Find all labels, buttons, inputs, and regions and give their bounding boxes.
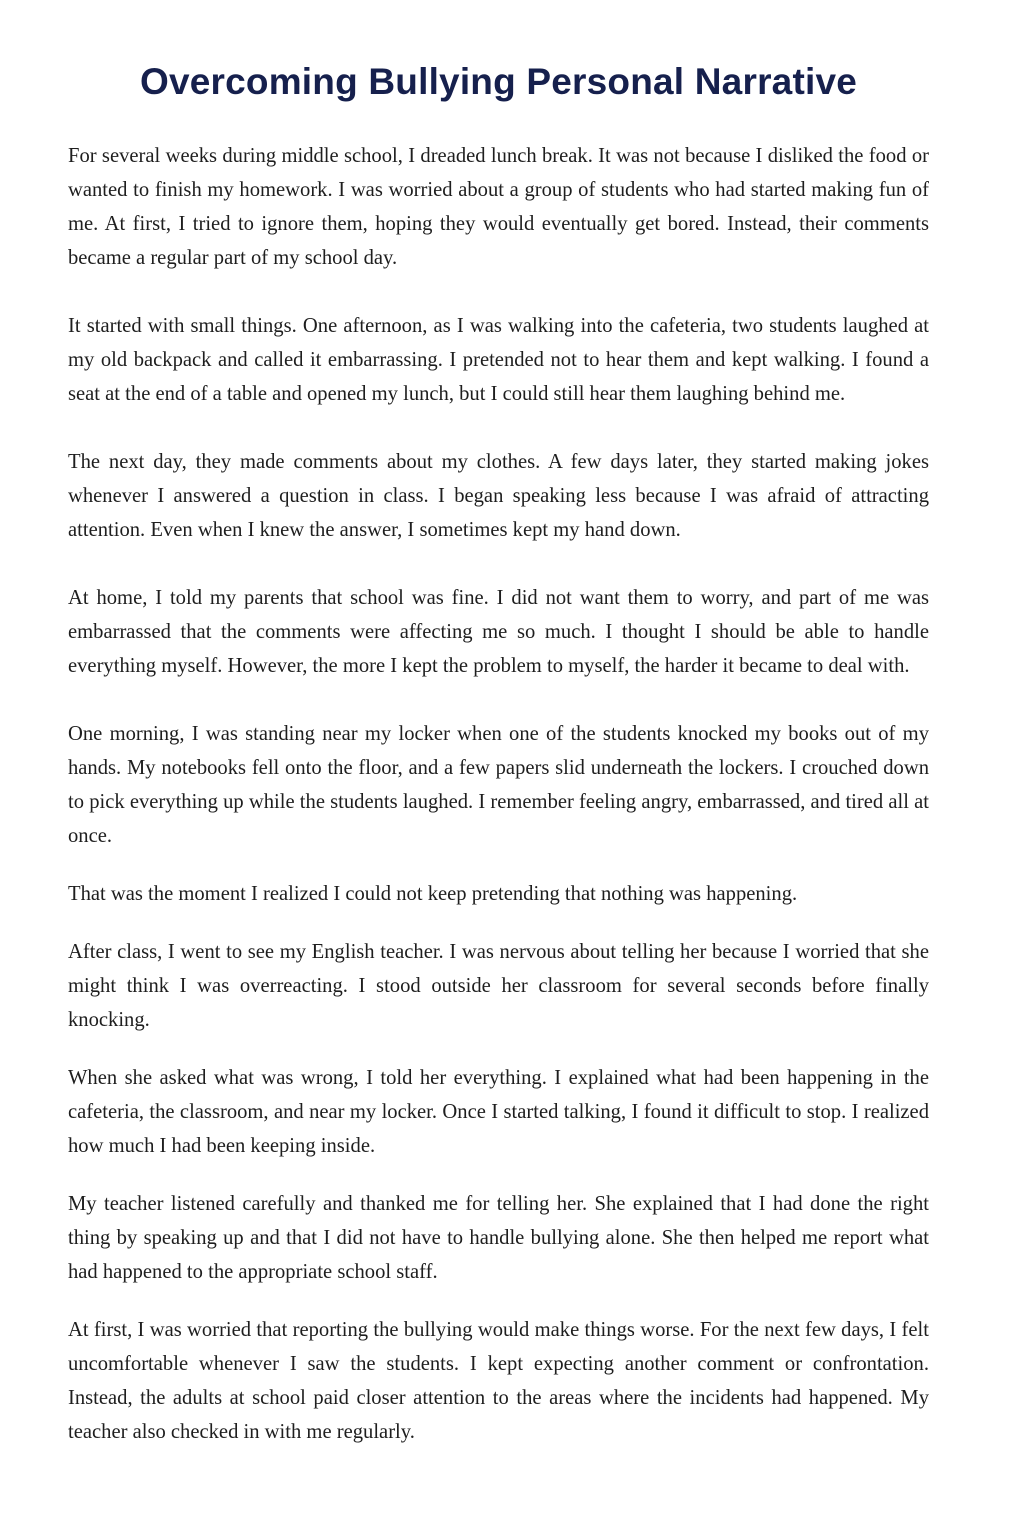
paragraph-8: When she asked what was wrong, I told her everything. I explained what had been happening in the cafeteria, the classroom, and near my locker. Once I started talking, I found it difficult to stop. I realized how much I had been keeping inside. (68, 1067, 929, 1157)
paragraph-5: One morning, I was standing near my locker when one of the students knocked my books out of my hands. My notebooks fell onto the floor, and a few papers slid underneath the lockers. I crouched down to pick everything up while the students laughed. I remember feeling angry, embarrassed, and tired all at once. (68, 723, 929, 847)
paragraph-7: After class, I went to see my English teacher. I was nervous about telling her because I worried that she might think I was overreacting. I stood outside her classroom for several seconds before finally knocking. (68, 941, 929, 1031)
paragraph-2: It started with small things. One afternoon, as I was walking into the cafeteria, two students laughed at my old backpack and called it embarrassing. I pretended not to hear them and kept walking. I found a seat at the end of a table and opened my lunch, but I could still hear them laughing behind me. (68, 315, 929, 405)
paragraph-6: That was the moment I realized I could not keep pretending that nothing was happening. (68, 883, 798, 905)
paragraph-9: My teacher listened carefully and thanked me for telling her. She explained that I had done the right thing by speaking up and that I did not have to handle bullying alone. She then helped me report what had happened to the appropriate school staff. (68, 1193, 929, 1283)
page-title: Overcoming Bullying Personal Narrative (140, 61, 857, 102)
paragraph-4: At home, I told my parents that school was fine. I did not want them to worry, and part of me was embarrassed that the comments were affecting me so much. I thought I should be able to handle everything myself. However, the more I kept the problem to myself, the harder it became to deal with. (68, 587, 929, 677)
paragraph-1: For several weeks during middle school, I dreaded lunch break. It was not because I disliked the food or wanted to finish my homework. I was worried about a group of students who had started making fun of me. At first, I tried to ignore them, hoping they would eventually get bored. Instead, their comments became a regular part of my school day. (68, 145, 929, 269)
narrative-body (68, 139, 929, 1449)
paragraph-10: At first, I was worried that reporting the bullying would make things worse. For the next few days, I felt uncomfortable whenever I saw the students. I kept expecting another comment or confrontation. Instead, the adults at school paid closer attention to the areas where the incidents had happened. My teacher also checked in with me regularly. (68, 1319, 929, 1443)
paragraph-3: The next day, they made comments about my clothes. A few days later, they started making jokes whenever I answered a question in class. I began speaking less because I was afraid of attracting attention. Even when I knew the answer, I sometimes kept my hand down. (68, 451, 929, 541)
